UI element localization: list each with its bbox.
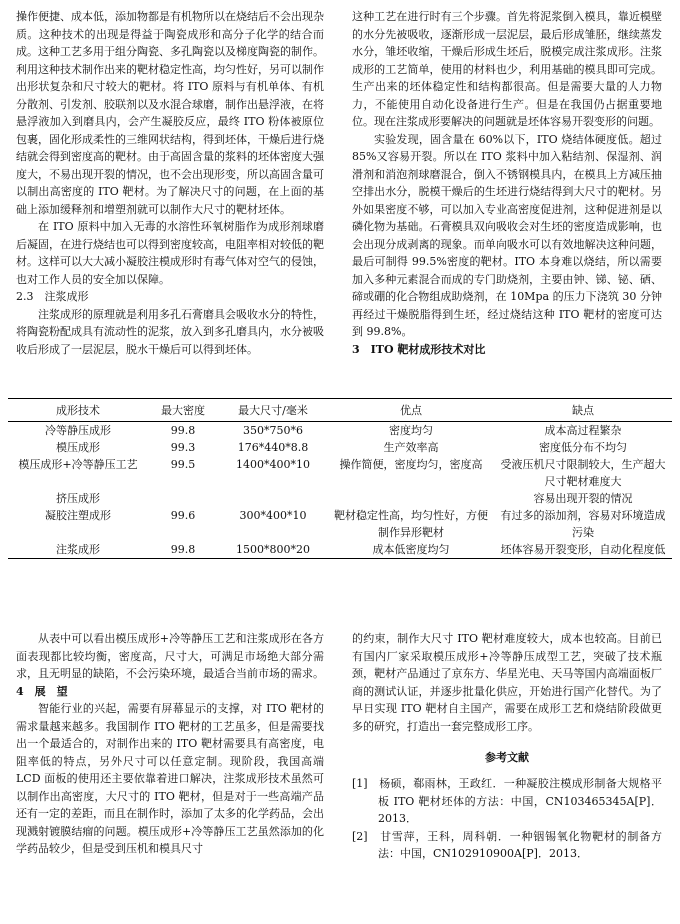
paragraph: 在 ITO 原料中加入无毒的水溶性环氧树脂作为成形剂球磨后凝固，在进行烧结也可以得到密度较高，电阻率相对较低的靶材。这样可以大大减小凝胶注模成形时有毒气体对空气的侵蚀，也对工作人员的安全加以保障。	[16, 220, 324, 286]
table-cell: 99.6	[170, 509, 196, 522]
table-cell: 99.3	[170, 441, 196, 454]
table-row	[8, 422, 672, 440]
table-cell: 成本低密度均匀	[328, 541, 494, 559]
table-cell: 冷等静压成形	[45, 424, 111, 437]
table-cell: 300*400*10	[239, 509, 307, 522]
table-cell: 1400*400*10	[236, 458, 310, 471]
table-cell: 靶材稳定性高，均匀性好，方便制作异形靶材	[334, 509, 488, 539]
table-cell: 99.5	[170, 458, 196, 471]
table-cell: 99.8	[170, 424, 196, 437]
table-cell: 1500*800*20	[218, 541, 328, 559]
table-row	[8, 541, 672, 559]
table-cell: 操作简便，密度均匀，密度高	[339, 458, 483, 471]
references-title: 参考文献	[485, 751, 529, 764]
table-header-cell: 缺点	[494, 399, 672, 422]
table-cell: 注浆成形	[8, 541, 148, 559]
paragraph: 这种工艺在进行时有三个步骤。首先将泥浆倒入模具，靠近模壁的水分先被吸收，逐渐形成一层泥层，最后形成雏胚，继续蒸发水分，雏坯收缩，干燥后形成生坯后，脱模完成注浆成形。注浆成形的工艺简单，使用的材料也少，利用基础的模具即可完成。生产出来的坯体稳定性和结构都很高。但是需要大量的人力物力，不能使用自动化设备进行生产。但是在我国仍占据重要地位。现在注浆成形要解决的问题就是坯体容易开裂变形的问题。	[352, 10, 662, 128]
reference-item: [1] 杨硕，郗雨林，王政红．一种凝胶注模成形制备大规格平板 ITO 靶材坯体的方法：中国，CN103465345A[P]．2013．	[352, 777, 662, 825]
table-header-cell: 优点	[328, 399, 494, 422]
table-cell	[328, 490, 494, 507]
table-cell: 99.8	[148, 541, 218, 559]
table-cell: 176*440*8.8	[237, 441, 309, 454]
table-cell: 受液压机尺寸限制较大，生产超大尺寸靶材难度大	[500, 458, 666, 488]
table-cell: 模压成形+冷等静压工艺	[18, 458, 138, 471]
table-header-row	[8, 399, 672, 422]
right-column-bottom	[352, 630, 662, 863]
table-header-cell: 成形技术	[8, 399, 148, 422]
paragraph: 从表中可以看出模压成形+冷等静压工艺和注浆成形在各方面表现都比较均衡，密度高，尺寸大，可满足市场绝大部分需求，且无明显的缺陷，不会污染环境，最适合当前市场的需求。	[16, 632, 324, 680]
table-cell: 容易出现开裂的情况	[533, 492, 633, 505]
table-row	[8, 490, 672, 507]
reference-item: [2] 甘雪萍，王科，周科朝．一种铟锡氧化物靶材的制备方法：中国，CN102910900A[P]．2013．	[352, 829, 662, 860]
comparison-table	[8, 398, 672, 559]
table-header-cell: 最大密度	[148, 399, 218, 422]
paragraph: 的约束，制作大尺寸 ITO 靶材难度较大，成本也较高。目前已有国内厂家采取模压成形+冷等静压成型工艺，突破了技术瓶颈，靶材产品通过了京东方、华星光电、天马等国内高端面板厂商的测试认证，并逐步批量化供应，开始进行国产化替代。为了早日实现 ITO 靶材自主国产，需要在成形工艺和烧结阶段做更多的研究，打造出一套完整成形工序。	[352, 632, 662, 733]
paragraph: 操作便捷、成本低，添加物都是有机物所以在烧结后不会出现杂质。这种技术的出现是得益于陶瓷成形和高分子化学的结合而成。这种工艺多用于组分陶瓷、多孔陶瓷以及梯度陶瓷的制作。利用这种技术制作出来的靶材稳定性高，均匀性好，另可以制作出形状复杂和尺寸较大的靶材。将 ITO 原料与有机单体、有机分散剂、引发剂、胶联剂以及水混合球磨，制作出悬浮液，在将悬浮液加入到磨具内，会产生凝胶反应，最终 ITO 粉体被原位包裹，固化形成柔性的三维网状结构，得到坯体，干燥后进行烧结就会得到密度高的靶材。由于高固含量的浆料的坯体密度大强度大，不易出现开裂的情况，也不会出现形变，所以高固含量可以制出高密度的 ITO 靶材。为了解决尺寸的问题，在上面的基础上添加缓释剂和增塑剂就可以制作大尺寸的靶材坯体。	[16, 10, 324, 216]
left-column-bottom	[16, 630, 324, 858]
table-cell: 密度均匀	[389, 424, 433, 437]
table-cell: 凝胶注塑成形	[45, 509, 111, 522]
section-heading-4: 4 展 望	[16, 684, 68, 698]
left-column-top	[16, 8, 324, 358]
table-header-cell: 最大尺寸/毫米	[218, 399, 328, 422]
table-cell: 密度低分布不均匀	[539, 441, 627, 454]
table-cell: 成本高过程繁杂	[544, 424, 622, 437]
section-heading-3: 3 ITO 靶材成形技术对比	[352, 342, 486, 356]
table-cell: 生产效率高	[383, 441, 439, 454]
table-row	[8, 507, 672, 541]
table-cell: 350*750*6	[243, 424, 303, 437]
right-column-top	[352, 8, 662, 358]
table-cell	[148, 490, 218, 507]
table-cell: 模压成形	[56, 441, 100, 454]
table-cell: 坯体容易开裂变形，自动化程度低	[494, 541, 672, 559]
table-row	[8, 439, 672, 456]
paragraph: 智能行业的兴起，需要有屏幕显示的支撑，对 ITO 靶材的需求量越来越多。我国制作 ITO 靶材的工艺虽多，但是需要找出一个最适合的，对制作出来的 ITO 靶材需要具有高密度，电阻率低的特点，另外尺寸可以任意定制。现阶段，我国高端 LCD 面板的使用还主要依靠着进口解决，注浆成形技术虽然可以制作出高密度，大尺寸的 ITO 靶材，但是对于一些高端产品还有一定的差距，而且在制作时，添加了太多的化学药品，会出现溅射镀膜结瘤的问题。模压成形+冷等静压工艺虽然添加的化学药品较少，但是受到压机和模具尺寸	[16, 702, 324, 855]
table-cell	[218, 490, 328, 507]
paragraph: 实验发现，固含量在 60%以下，ITO 烧结体硬度低。超过 85%又容易开裂。所以在 ITO 浆料中加入粘结剂、保湿剂、润滑剂和消泡剂球磨混合，倒入不锈钢模具内，在模具上方减压抽空排出水分，脱模干燥后的生坯进行烧结得到大尺寸的靶材。另外如果密度不够，可以加入专业高密度促进剂，这种促进剂是以磷化物为基础。石膏模具双向吸收会对生坯的密度造成影响，也会出现分成剥离的现象。而单向吸水可以有效地解决这种问题，最后可制得 99.5%密度的靶材。ITO 本身难以烧结，所以需要加入多种元素混合而成的专门助烧剂，主要由钟、锑、铋、硒、碲或硼的化合物组成助烧剂，在 10Mpa 的压力下浇筑 30 分钟再经过干燥脱脂得到生坯，经过烧结这种 ITO 靶材的密度可达到 99.8%。	[352, 132, 662, 338]
section-heading-2-3: 2.3 注浆成形	[16, 290, 89, 303]
table-cell: 有过多的添加剂，容易对环境造成污染	[500, 509, 666, 539]
table-row	[8, 456, 672, 490]
table-cell: 挤压成形	[56, 492, 100, 505]
paragraph: 注浆成形的原理就是利用多孔石膏磨具会吸收水分的特性，将陶瓷粉配成具有流动性的泥浆，放入到多孔磨具内，水分被吸收后形成了一层泥层，脱水干燥后可以得到坯体。	[16, 307, 324, 356]
